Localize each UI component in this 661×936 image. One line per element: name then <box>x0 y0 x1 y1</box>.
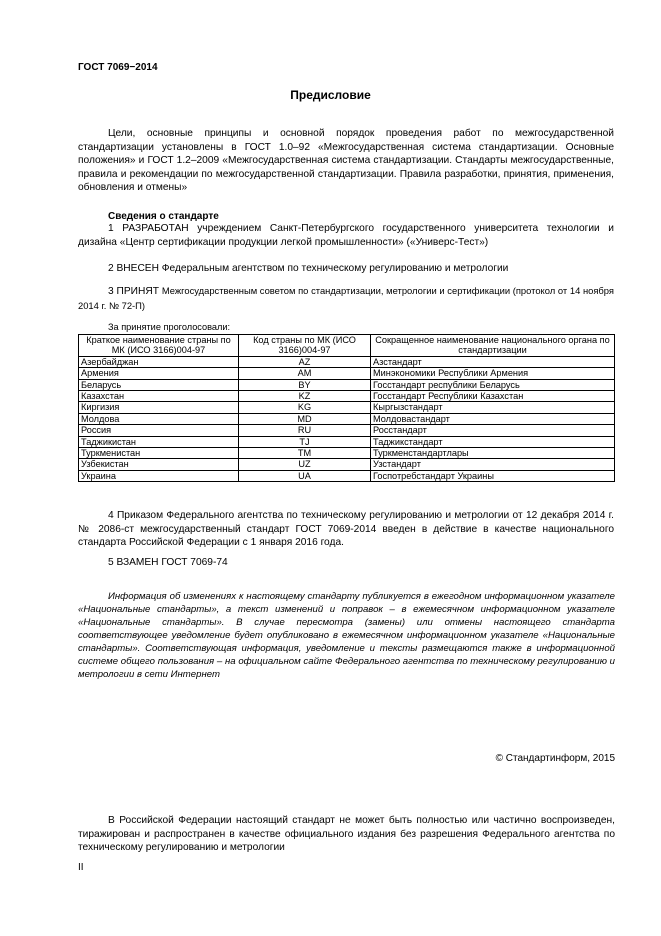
header-code: Код страны по МК (ИСО 3166)004-97 <box>239 335 371 357</box>
cell-organ: Росстандарт <box>371 425 615 436</box>
cell-country: Украина <box>79 470 239 481</box>
table-row <box>79 356 615 367</box>
cell-country: Киргизия <box>79 402 239 413</box>
item-developed-by: 1 РАЗРАБОТАН учреждением Санкт-Петербургского государственного университета технологии и дизайна «Центр сертификации продукции легкой промышленности» («Универс-Тест») <box>78 223 614 248</box>
table-row <box>79 436 615 447</box>
cell-organ: Кыргызстандарт <box>371 402 615 413</box>
item-replaces: 5 ВЗАМЕН ГОСТ 7069-74 <box>108 557 228 568</box>
cell-country: Армения <box>79 368 239 379</box>
cell-code: KG <box>239 402 371 413</box>
cell-code: MD <box>239 413 371 424</box>
table-row <box>79 448 615 459</box>
cell-code: KZ <box>239 391 371 402</box>
cell-code: UZ <box>239 459 371 470</box>
item-adopted-text: Межгосударственным советом по стандартизации, метрологии и сертификации (протокол от 14 ноября 2014 г. № 72-П) <box>78 285 614 311</box>
cell-organ: Минэкономики Республики Армения <box>371 368 615 379</box>
cell-organ: Госстандарт республики Беларусь <box>371 379 615 390</box>
reproduction-notice: В Российской Федерации настоящий стандарт не может быть полностью или частично воспроизведен, тиражирован и распространен в качестве официального издания без разрешения Федерального агентства по техническому регулированию и метрологии <box>78 815 615 854</box>
table-header-row <box>79 335 615 357</box>
cell-organ: Таджикстандарт <box>371 436 615 447</box>
table-row <box>79 402 615 413</box>
cell-country: Молдова <box>79 413 239 424</box>
item-adopted-by <box>78 284 614 313</box>
table-row <box>79 368 615 379</box>
cell-code: TJ <box>239 436 371 447</box>
table-row <box>79 425 615 436</box>
header-organ: Сокращенное наименование национального органа по стандартизации <box>371 335 615 357</box>
cell-country: Россия <box>79 425 239 436</box>
page-title: Предисловие <box>290 88 371 102</box>
cell-organ: Молдовастандарт <box>371 413 615 424</box>
cell-code: AZ <box>239 356 371 367</box>
table-row <box>79 413 615 424</box>
cell-organ: Узстандарт <box>371 459 615 470</box>
cell-organ: Туркменстандартлары <box>371 448 615 459</box>
copyright: © Стандартинформ, 2015 <box>495 753 615 764</box>
cell-organ: Азстандарт <box>371 356 615 367</box>
cell-country: Казахстан <box>79 391 239 402</box>
table-row <box>79 459 615 470</box>
table-row <box>79 379 615 390</box>
page-number: II <box>78 862 84 873</box>
header-country: Краткое наименование страны по МК (ИСО 3166)004-97 <box>79 335 239 357</box>
item-adopted-lead: 3 ПРИНЯТ <box>108 286 159 297</box>
voting-countries-table <box>78 334 615 482</box>
item-enacted-by: 4 Приказом Федерального агентства по техническому регулированию и метрологии от 12 декабря 2014 г. № 2086-ст межгосударственный стандарт ГОСТ 7069-2014 введен в действие в качестве национального стандарта Российской Федерации с 1 января 2016 года. <box>78 510 614 549</box>
item-submitted-by: 2 ВНЕСЕН Федеральным агентством по техническому регулированию и метрологии <box>108 263 509 274</box>
changes-info-notice: Информация об изменениях к настоящему стандарту публикуется в ежегодном информационном указателе «Национальные стандарты», а текст изменений и поправок – в ежемесячном информационном указателе «Национальные стандарты». В случае пересмотра (замены) или отмены настоящего стандарта соответствующее уведомление будет опубликовано в ежемесячном информационном указателе «Национальные стандарты». Соответствующая информация, уведомление и тексты размещаются также в информационной системе общего пользования – на официальном сайте Федерального агентства по техническому регулированию и метрологии в сети Интернет <box>78 591 615 680</box>
cell-organ: Госстандарт Республики Казахстан <box>371 391 615 402</box>
cell-country: Туркменистан <box>79 448 239 459</box>
cell-country: Узбекистан <box>79 459 239 470</box>
cell-country: Азербайджан <box>79 356 239 367</box>
votes-label: За принятие проголосовали: <box>108 322 231 332</box>
cell-country: Беларусь <box>79 379 239 390</box>
cell-country: Таджикистан <box>79 436 239 447</box>
cell-code: RU <box>239 425 371 436</box>
cell-code: BY <box>239 379 371 390</box>
cell-code: TM <box>239 448 371 459</box>
cell-code: UA <box>239 470 371 481</box>
standard-info-heading: Сведения о стандарте <box>108 211 219 222</box>
table-row <box>79 391 615 402</box>
table-row <box>79 470 615 481</box>
cell-code: AM <box>239 368 371 379</box>
cell-organ: Госпотребстандарт Украины <box>371 470 615 481</box>
intro-paragraph: Цели, основные принципы и основной порядок проведения работ по межгосударственной стандартизации установлены в ГОСТ 1.0–92 «Межгосударственная система стандартизации. Основные положения» и ГОСТ 1.2–2009 «Межгосударственная система стандартизации. Стандарты межгосударственные, правила и рекомендации по межгосударственной стандартизации. Правила разработки, принятия, применения, обновления и отмены» <box>78 128 614 194</box>
document-code: ГОСТ 7069−2014 <box>78 62 158 73</box>
